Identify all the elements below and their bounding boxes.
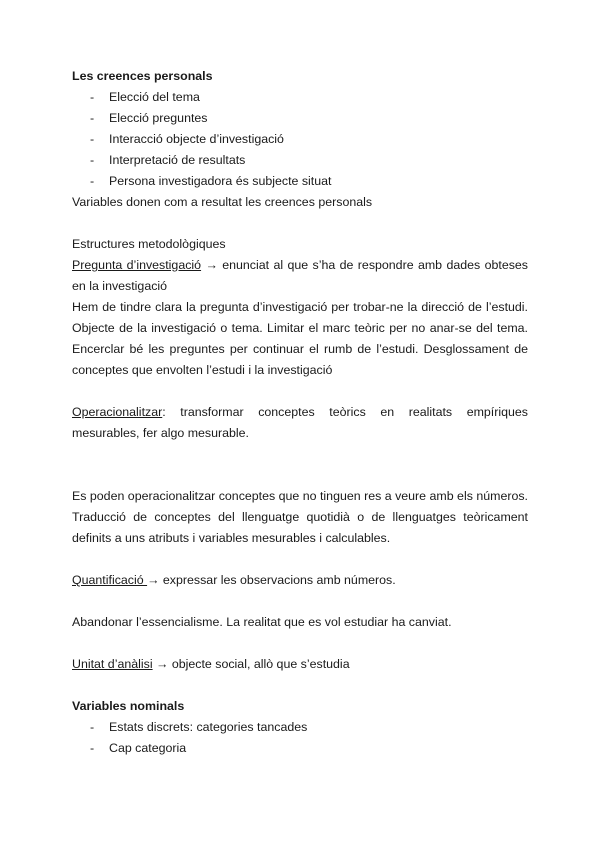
list-item xyxy=(72,717,528,738)
list-item-text: Interacció objecte d’investigació xyxy=(109,132,284,146)
bullet-dash: - xyxy=(90,132,95,146)
definition-text: → expressar les observacions amb números. xyxy=(147,573,396,587)
bullet-dash: - xyxy=(90,741,95,755)
section-heading-beliefs: Les creences personals xyxy=(72,69,213,83)
document-page xyxy=(72,66,528,759)
definition-text: : transformar conceptes teòrics en realitats empíriques mesurables, fer algo mesurable. xyxy=(72,405,528,440)
blank-line xyxy=(72,675,528,696)
list-item-text: Elecció del tema xyxy=(109,90,200,104)
operationalize-definition xyxy=(72,402,528,444)
nominal-list xyxy=(72,717,528,759)
list-item-text: Elecció preguntes xyxy=(109,111,208,125)
essentialism-paragraph: Abandonar l’essencialisme. La realitat que es vol estudiar ha canviat. xyxy=(72,615,452,629)
operationalize-paragraph: Es poden operacionalitzar conceptes que no tinguen res a veure amb els números. Traducció de conceptes del llenguatge quotidià o de llenguatges teòricament definits a uns atributs i variables mesurables i calculables. xyxy=(72,489,528,545)
bullet-dash: - xyxy=(90,174,95,188)
beliefs-note: Variables donen com a resultat les creences personals xyxy=(72,195,373,209)
quantification-definition xyxy=(72,570,528,591)
definition-text: → objecte social, allò que s’estudia xyxy=(152,657,350,671)
research-question-paragraph: Hem de tindre clara la pregunta d’investigació per trobar-ne la direcció de l’estudi. Objecte de la investigació o tema. Limitar el marc teòric per no anar-se del tema. Encerclar bé les preguntes per continuar el rumb de l’estudi. Desglossament de conceptes que envolten l’estudi i la investigació xyxy=(72,300,528,377)
blank-line xyxy=(72,549,528,570)
term-operationalize: Operacionalitzar xyxy=(72,405,163,419)
bullet-dash: - xyxy=(90,720,95,734)
term-unit-of-analysis: Unitat d’anàlisi xyxy=(72,657,153,671)
list-item xyxy=(72,108,528,129)
section-heading-structures: Estructures metodològiques xyxy=(72,237,226,251)
bullet-dash: - xyxy=(90,153,95,167)
list-item-text: Persona investigadora és subjecte situat xyxy=(109,174,332,188)
list-item xyxy=(72,738,528,759)
list-item xyxy=(72,87,528,108)
list-item xyxy=(72,129,528,150)
unit-definition xyxy=(72,654,528,675)
bullet-dash: - xyxy=(90,90,95,104)
list-item-text: Interpretació de resultats xyxy=(109,153,246,167)
term-research-question: Pregunta d’investigació xyxy=(72,258,202,272)
list-item xyxy=(72,150,528,171)
term-quantification: Quantificació xyxy=(72,573,148,587)
list-item-text: Cap categoria xyxy=(109,741,187,755)
blank-line xyxy=(72,591,528,612)
blank-line xyxy=(72,444,528,486)
list-item xyxy=(72,171,528,192)
bullet-dash: - xyxy=(90,111,95,125)
blank-line xyxy=(72,213,528,234)
blank-line xyxy=(72,381,528,402)
list-item-text: Estats discrets: categories tancades xyxy=(109,720,308,734)
section-heading-nominal-variables: Variables nominals xyxy=(72,699,185,713)
definition-text: → enunciat al que s’ha de respondre amb dades obteses en la investigació xyxy=(72,258,528,293)
blank-line xyxy=(72,633,528,654)
research-question-definition xyxy=(72,255,528,297)
beliefs-list xyxy=(72,87,528,192)
